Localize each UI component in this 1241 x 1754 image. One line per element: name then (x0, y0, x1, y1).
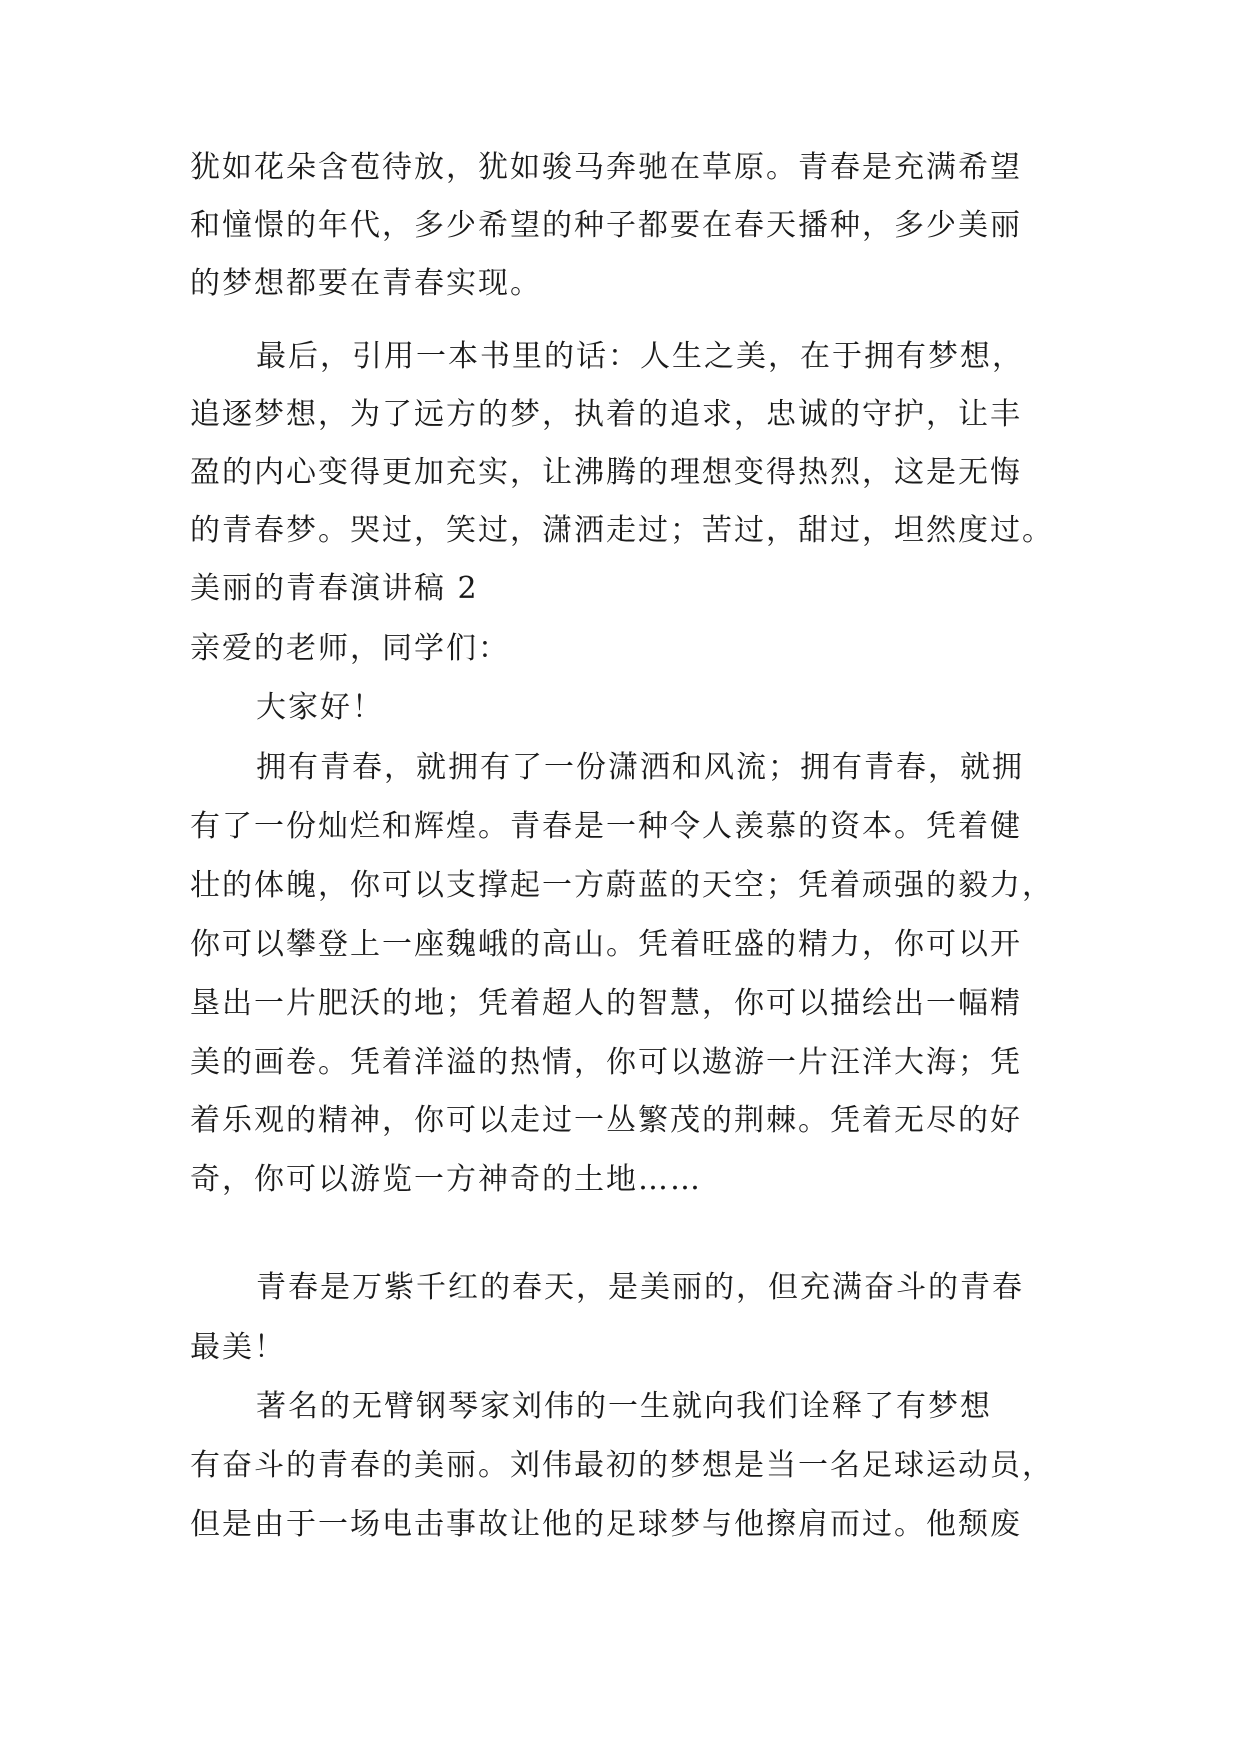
paragraph-line: 盈的内心变得更加充实，让沸腾的理想变得热烈，这是无悔 (190, 455, 1022, 490)
paragraph-line: 垦出一片肥沃的地；凭着超人的智慧，你可以描绘出一幅精 (190, 986, 1022, 1021)
paragraph-line: 的青春梦。哭过，笑过，潇洒走过；苦过，甜过，坦然度过。 (190, 513, 1054, 548)
paragraph-line: 著名的无臂钢琴家刘伟的一生就向我们诠释了有梦想 (256, 1389, 992, 1424)
paragraph-line: 着乐观的精神，你可以走过一丛繁茂的荆棘。凭着无尽的好 (190, 1103, 1022, 1138)
section-heading: 美丽的青春演讲稿 2 (190, 571, 479, 606)
salutation: 亲爱的老师，同学们： (190, 631, 510, 666)
paragraph-line: 拥有青春，就拥有了一份潇洒和风流；拥有青春，就拥 (256, 750, 1024, 785)
paragraph-line: 最后，引用一本书里的话：人生之美，在于拥有梦想， (256, 339, 1024, 374)
paragraph-line: 的梦想都要在青春实现。 (190, 266, 542, 301)
paragraph-line: 犹如花朵含苞待放，犹如骏马奔驰在草原。青春是充满希望 (190, 150, 1022, 185)
paragraph-line: 追逐梦想，为了远方的梦，执着的追求，忠诚的守护，让丰 (190, 397, 1022, 432)
paragraph-line: 你可以攀登上一座魏峨的高山。凭着旺盛的精力，你可以开 (190, 927, 1022, 962)
paragraph-line: 美的画卷。凭着洋溢的热情，你可以遨游一片汪洋大海；凭 (190, 1045, 1022, 1080)
paragraph-line: 壮的体魄，你可以支撑起一方蔚蓝的天空；凭着顽强的毅力， (190, 868, 1054, 903)
paragraph-line: 最美！ (190, 1330, 286, 1365)
greeting: 大家好！ (256, 690, 384, 725)
paragraph-line: 奇，你可以游览一方神奇的土地…… (190, 1162, 702, 1197)
paragraph-line: 但是由于一场电击事故让他的足球梦与他擦肩而过。他颓废 (190, 1507, 1022, 1542)
paragraph-line: 有奋斗的青春的美丽。刘伟最初的梦想是当一名足球运动员， (190, 1448, 1054, 1483)
paragraph-line: 和憧憬的年代，多少希望的种子都要在春天播种，多少美丽 (190, 208, 1022, 243)
paragraph-line: 有了一份灿烂和辉煌。青春是一种令人羡慕的资本。凭着健 (190, 809, 1022, 844)
paragraph-line: 青春是万紫千红的春天，是美丽的，但充满奋斗的青春 (256, 1270, 1024, 1305)
